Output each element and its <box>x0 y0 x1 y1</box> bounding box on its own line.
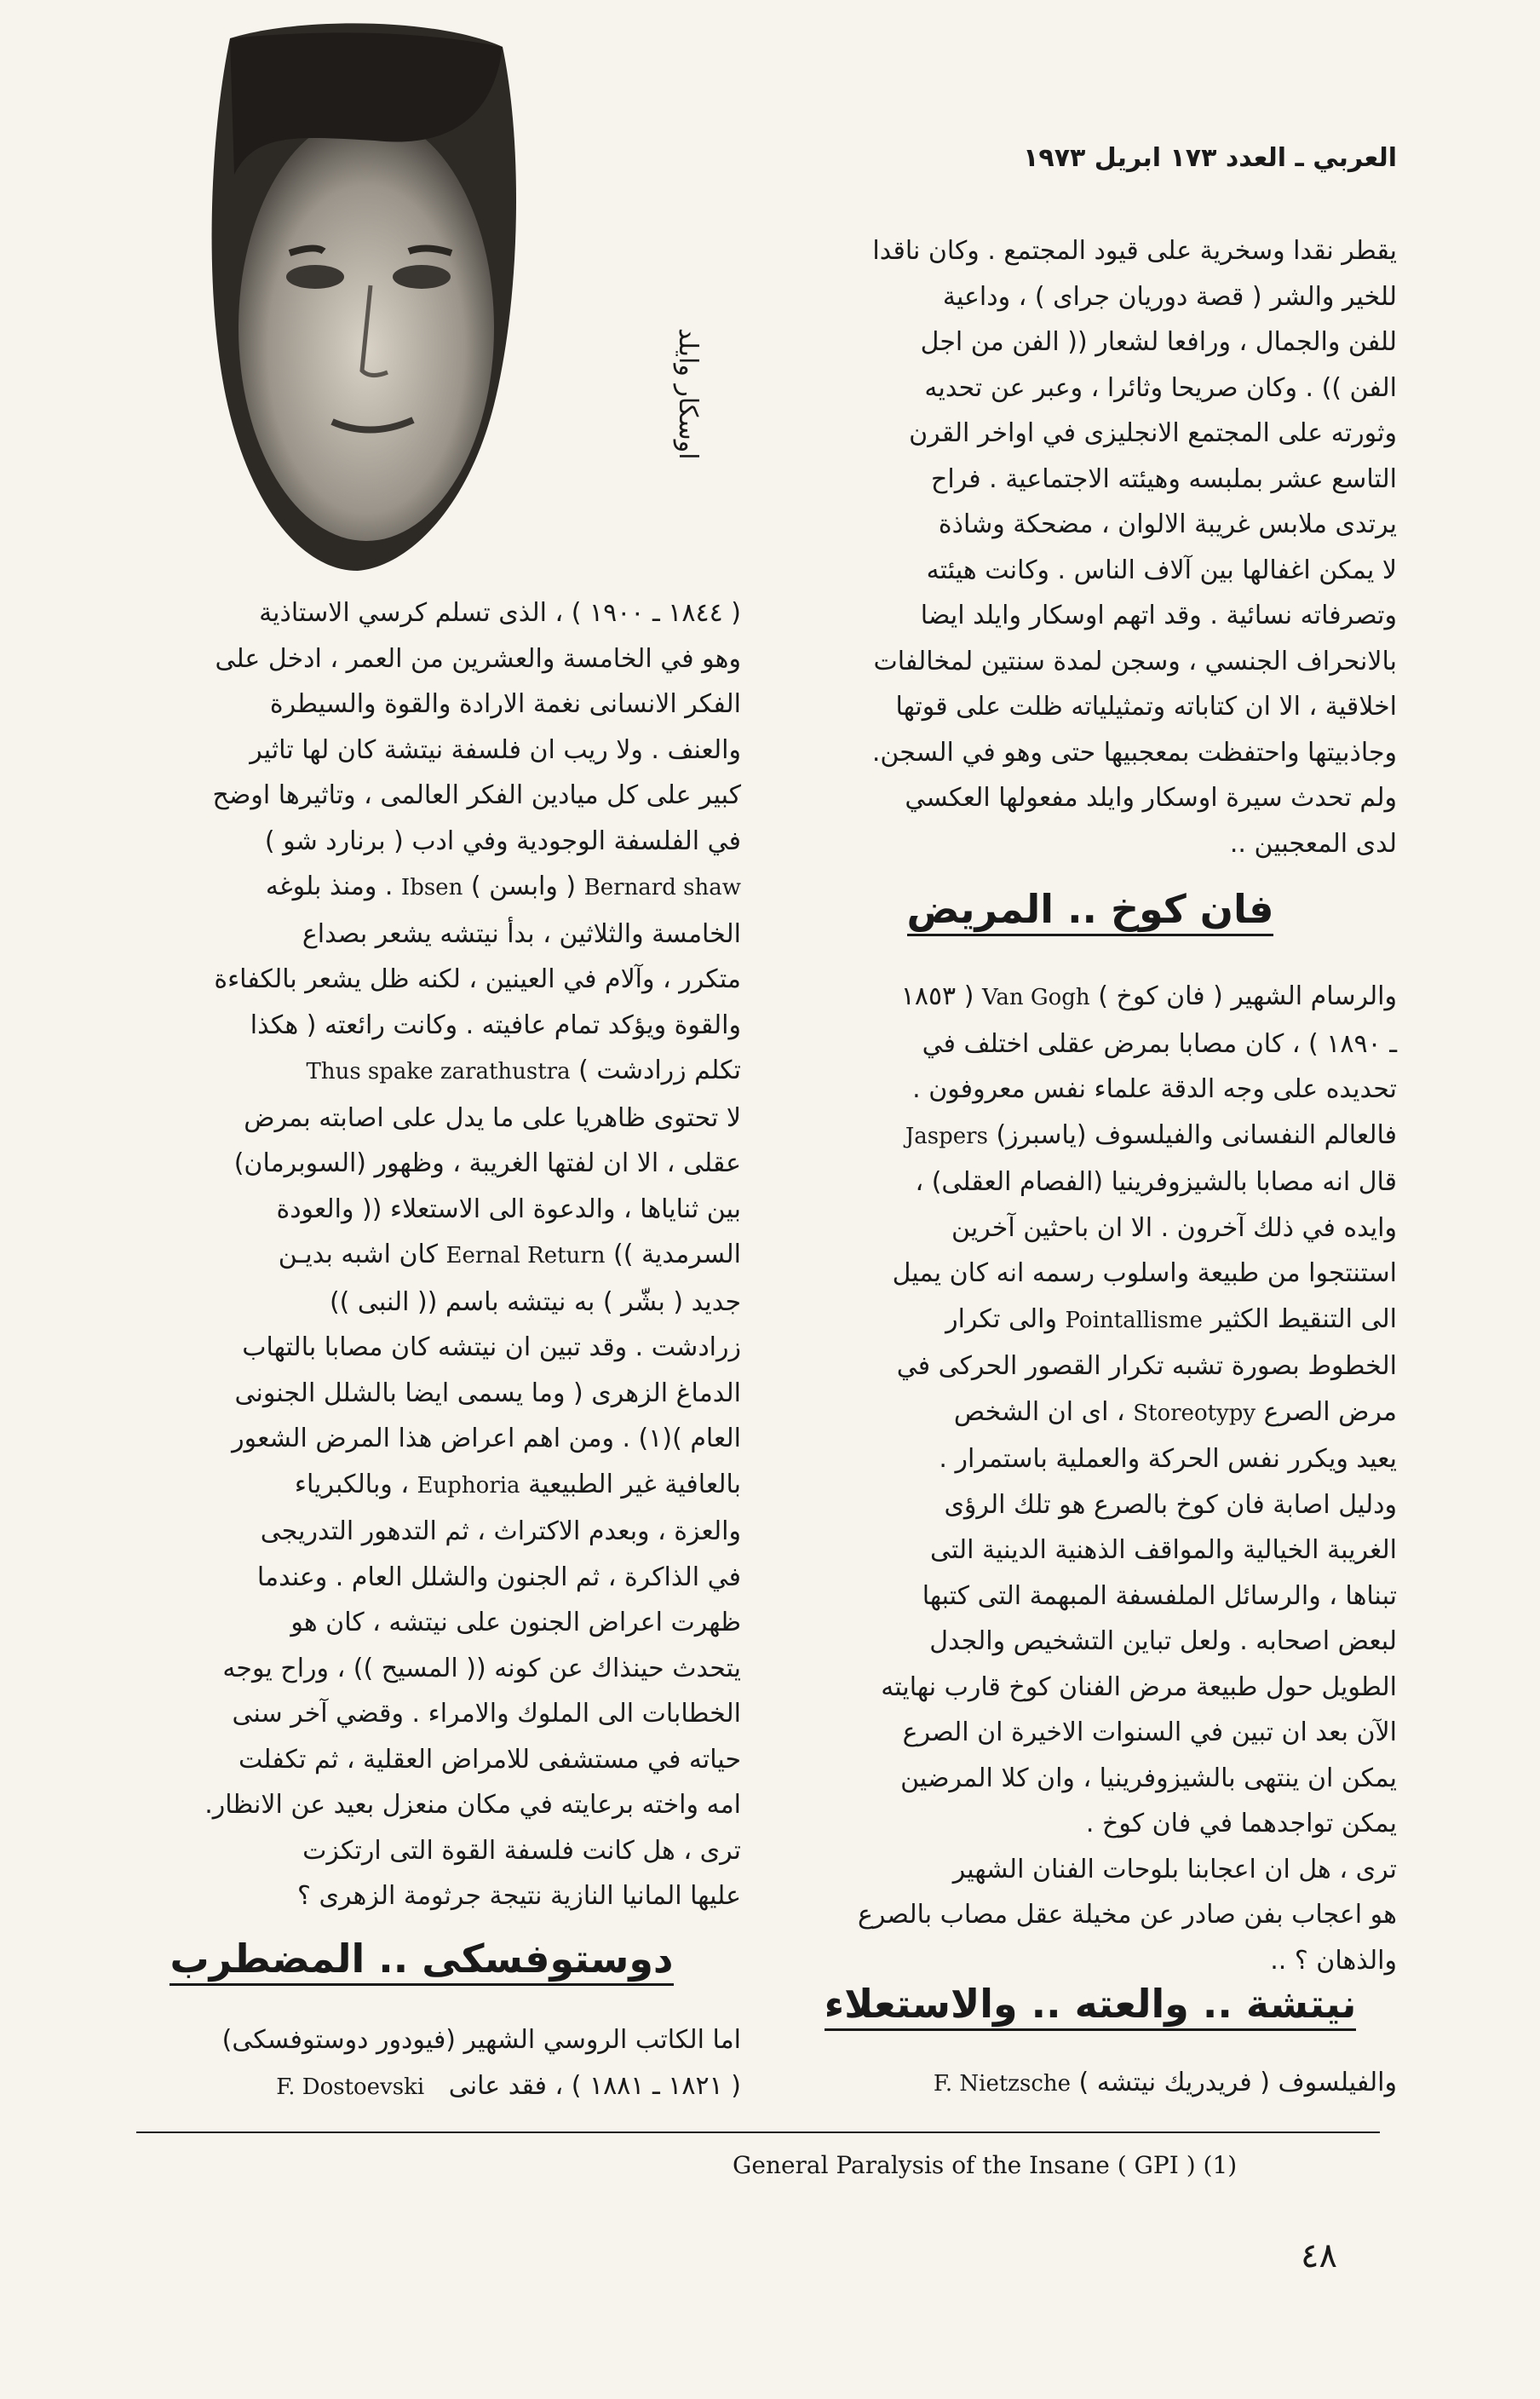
left-column-dostoevsky-start <box>102 2017 741 2110</box>
text-line: والعنف . ولا ريب ان فلسفة نيتشة كان لها تاثير <box>250 734 741 765</box>
text-line: للخير والشر ( قصة دوريان جراى ) ، وداعية <box>942 281 1397 312</box>
text-line: يعيد ويكرر نفس الحركة والعملية باستمرار . <box>939 1444 1397 1474</box>
section-heading-vangogh <box>852 886 1329 936</box>
text-line: السرمدية )) Eernal Return كان اشبه بديـن <box>278 1240 741 1269</box>
right-column-nietzsche-start <box>784 2060 1397 2108</box>
text-line: كبير على كل ميادين الفكر العالمى ، وتاثيرها اوضح <box>212 780 741 810</box>
text-line: بين ثناياها ، والدعوة الى الاستعلاء (( والعودة <box>276 1194 741 1224</box>
text-line: يرتدى ملابس غريبة الالوان ، مضحكة وشاذة <box>938 509 1397 539</box>
text-line: لا تحتوى ظاهريا على ما يدل على اصابته بمرض <box>244 1102 741 1133</box>
text-line: الآن بعد ان تبين في السنوات الاخيرة ان الصرع <box>902 1717 1397 1747</box>
text-line: تحديده على وجه الدقة علماء نفس معروفون . <box>912 1074 1397 1104</box>
text-line: ( ١٨٢١ ـ ١٨٨١ ) ، فقد عانى F. Dostoevski <box>276 2070 741 2101</box>
text-line: والرسام الشهير ( فان كوخ ) Van Gogh ( ١٨٥٣ <box>900 981 1397 1011</box>
text-line: الخطوط بصورة تشبه تكرار القصور الحركى في <box>896 1351 1397 1381</box>
portrait-image <box>196 21 528 584</box>
text-line: هو اعجاب بفن صادر عن مخيلة عقل مصاب بالصرع <box>857 1900 1397 1930</box>
text-line: لبعض اصحابه . ولعل تباين التشخيص والجدل <box>929 1626 1397 1656</box>
right-column-vangogh <box>784 974 1397 1983</box>
text-line: للفن والجمال ، ورافعا لشعار (( الفن من اجل <box>920 327 1397 357</box>
text-line: في الفلسفة الوجودية وفي ادب ( برنارد شو ) <box>264 826 741 856</box>
text-line: تبناها ، والرسائل الملفسفة المبهمة التى كتبها <box>922 1580 1397 1611</box>
text-line: تكلم زرادشت ) Thus spake zarathustra <box>306 1056 741 1085</box>
heading-text: دوستوفسكى .. المضطرب <box>170 1936 673 1986</box>
running-head: العربي ـ العدد ١٧٣ ابريل ١٩٧٣ <box>1023 143 1397 173</box>
text-line: فالعالم النفسانى والفيلسوف (ياسبرز) Jaspers <box>905 1119 1397 1150</box>
text-line: يمكن تواجدهما في فان كوخ . <box>1085 1809 1397 1838</box>
text-line: حياته في مستشفى للامراض العقلية ، ثم تكفلت <box>238 1744 741 1775</box>
text-line: جديد ( بشّر ) به نيتشه باسم (( النبى )) <box>329 1286 741 1317</box>
text-line: امه واخته برعايته في مكان منعزل بعيد عن الانظار. <box>204 1790 741 1820</box>
portrait-photo <box>196 21 528 584</box>
text-line: ( ١٨٤٤ ـ ١٩٠٠ ) ، الذى تسلم كرسي الاستاذية <box>259 598 741 628</box>
text-line: عقلى ، الا ان لفتها الغريبة ، وظهور (السوبرمان) <box>233 1148 741 1178</box>
text-line: وهو في الخامسة والعشرين من العمر ، ادخل على <box>215 643 741 674</box>
text-line: ظهرت اعراض الجنون على نيتشه ، كان هو <box>290 1608 741 1637</box>
text-line: وتصرفاته نسائية . وقد اتهم اوسكار وايلد ايضا <box>920 601 1397 630</box>
text-line: وايده في ذلك آخرون . الا ان باحثين آخرين <box>951 1212 1397 1243</box>
text-line: استنتجوا من طبيعة واسلوب رسمه انه كان يميل <box>892 1258 1397 1288</box>
text-line: لدى المعجبين .. <box>1229 828 1397 859</box>
text-line: متكرر ، وآلام في العينين ، لكنه ظل يشعر بالكفاءة <box>214 964 741 994</box>
heading-text: نيتشة .. والعته .. والاستعلاء <box>825 1981 1357 2031</box>
text-line: والذهان ؟ .. <box>1270 1945 1397 1976</box>
text-line: وثورته على المجتمع الانجليزى في اواخر القرن <box>909 418 1397 448</box>
text-line: قال انه مصابا بالشيزوفرينيا (الفصام العقلى) ، <box>915 1167 1397 1197</box>
text-line: وجاذبيتها واحتفظت بمعجبيها حتى وهو في السجن. <box>871 737 1397 768</box>
section-heading-dostoevsky <box>128 1936 715 1986</box>
text-line: في الذاكرة ، ثم الجنون والشلل العام . وعندما <box>256 1562 741 1592</box>
text-line: الى التنقيط الكثير Pointallisme والى تكرار <box>945 1303 1397 1334</box>
text-line: زرادشت . وقد تبين ان نيتشه كان مصابا بالتهاب <box>242 1332 741 1362</box>
footnote-divider <box>136 2131 1380 2133</box>
portrait-caption: اوسكار وايلد <box>673 328 703 460</box>
text-line: بالعافية غير الطبيعية Euphoria ، وبالكبرياء <box>294 1469 741 1499</box>
text-line: الخطابات الى الملوك والامراء . وقضي آخر سنى <box>232 1699 741 1729</box>
right-column-top <box>784 228 1397 866</box>
text-line: التاسع عشر بملبسه وهيئته الاجتماعية . فراح <box>931 463 1397 494</box>
text-line: والعزة ، وبعدم الاكتراث ، ثم التدهور التدريجى <box>260 1516 741 1546</box>
text-line: الغريبة الخيالية والمواقف الذهنية الدينية التى <box>929 1535 1397 1565</box>
text-line: عليها المانيا النازية نتيجة جرثومة الزهرى ؟ <box>297 1881 741 1911</box>
text-line: الفن )) . وكان صريحا وثائرا ، وعبر عن تحديه <box>924 372 1397 403</box>
heading-text: فان كوخ .. المريض <box>907 886 1274 936</box>
text-line: الدماغ الزهرى ( وما يسمى ايضا بالشلل الجنونى <box>234 1378 741 1408</box>
text-line: والفيلسوف ( فريدريك نيتشه ) F. Nietzsche <box>933 2068 1397 2097</box>
text-line: اخلاقية ، الا ان كتاباته وتمثيلياته ظلت على قوتها <box>895 692 1397 722</box>
text-line: يمكن ان ينتهى بالشيزوفرينيا ، وان كلا المرضين <box>900 1763 1397 1793</box>
text-line: والقوة ويؤكد تمام عافيته . وكانت رائعته ( هكذا <box>250 1010 741 1040</box>
text-line: بالانحراف الجنسي ، وسجن لمدة سنتين لمخالفات <box>873 646 1397 676</box>
text-line: يقطر نقدا وسخرية على قيود المجتمع . وكان ناقدا <box>872 236 1397 266</box>
text-line: ودليل اصابة فان كوخ بالصرع هو تلك الرؤى <box>944 1489 1397 1520</box>
page-number: ٤٨ <box>1301 2236 1337 2275</box>
text-line: ترى ، هل كانت فلسفة القوة التى ارتكزت <box>302 1835 741 1866</box>
text-line: الخامسة والثلاثين ، بدأ نيتشه يشعر بصداع <box>302 918 741 949</box>
footnote: General Paralysis of the Insane ( GPI ) (1) <box>733 2151 1238 2179</box>
left-column-nietzsche <box>102 590 741 1919</box>
text-line: ولم تحدث سيرة اوسكار وايلد مفعولها العكسي <box>905 783 1397 813</box>
text-line: ـ ١٨٩٠ ) ، كان مصابا بمرض عقلى اختلف في <box>922 1028 1397 1059</box>
text-line: الفكر الانسانى نغمة الارادة والقوة والسيطرة <box>269 689 741 719</box>
section-heading-nietzsche <box>784 1981 1397 2031</box>
text-line: العام )(١) . ومن اهم اعراض هذا المرض الشعور <box>232 1424 741 1453</box>
text-line: ترى ، هل ان اعجابنا بلوحات الفنان الشهير <box>952 1854 1397 1884</box>
text-line: الطويل حول طبيعة مرض الفنان كوخ قارب نهايته <box>881 1671 1397 1702</box>
text-line: Bernard shaw ( وابسن ) Ibsen . ومنذ بلوغه <box>265 872 741 901</box>
text-line: يتحدث حينذاك عن كونه (( المسيح )) ، وراح يوجه <box>222 1653 741 1683</box>
text-line: اما الكاتب الروسي الشهير (فيودور دوستوفسكى) <box>221 2025 741 2055</box>
text-line: مرض الصرع Storeotypy ، اى ان الشخص <box>953 1396 1397 1427</box>
text-line: لا يمكن اغفالها بين آلاف الناس . وكانت هيئته <box>926 555 1397 585</box>
